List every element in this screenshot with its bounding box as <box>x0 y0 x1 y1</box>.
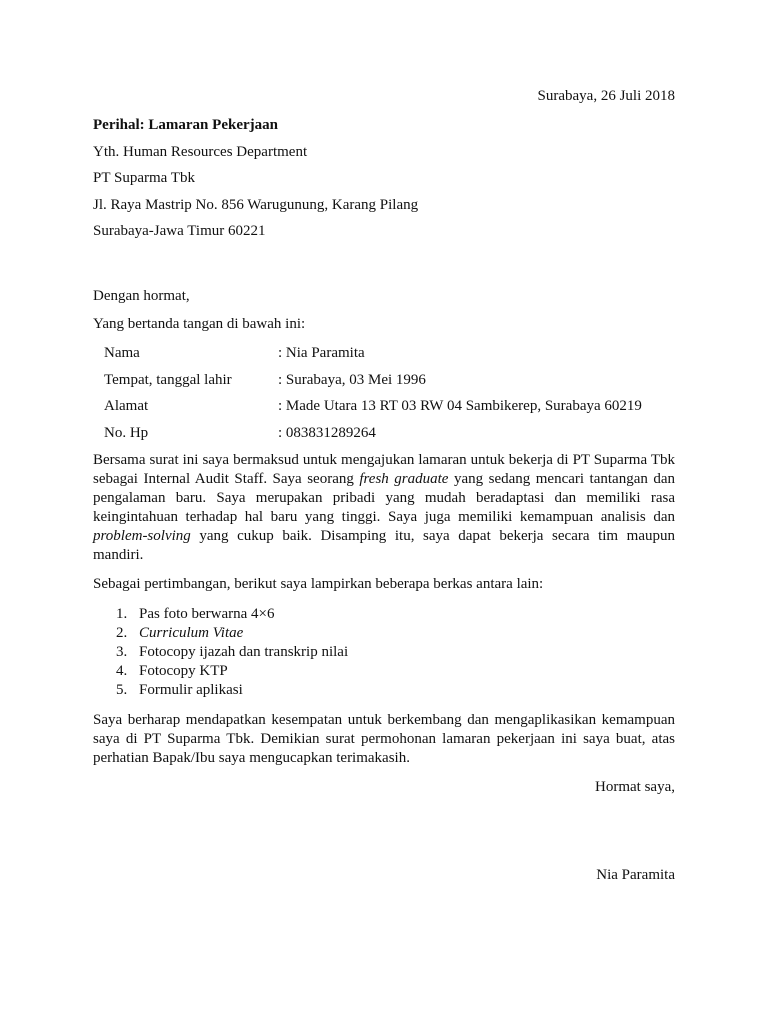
sign-off: Hormat saya, <box>595 779 675 795</box>
identity-row <box>104 397 704 416</box>
list-number: 5. <box>116 682 128 698</box>
recipient-line-4: Surabaya-Jawa Timur 60221 <box>93 223 266 239</box>
subject-line: Perihal: Lamaran Pekerjaan <box>93 117 278 133</box>
greeting: Dengan hormat, <box>93 288 190 304</box>
identity-value: : Nia Paramita <box>278 345 365 361</box>
list-number: 2. <box>116 625 128 641</box>
list-number: 4. <box>116 663 128 679</box>
identity-label: Nama <box>104 345 140 361</box>
body-text: yang sedang mencari tantangan dan pengalaman baru. Saya merupakan pribadi yang mudah beradaptasi dan memiliki rasa keingintahuan terhadap hal baru yang tinggi. Saya juga memiliki kemampuan analisis dan <box>93 471 676 525</box>
closing-paragraph: Saya berharap mendapatkan kesempatan untuk berkembang dan mengaplikasikan kemampuan saya di PT Suparma Tbk. Demikian surat permohonan lamaran pekerjaan ini saya buat, atas perhatian Bapak/Ibu saya mengucapkan terimakasih. <box>93 712 675 766</box>
recipient-line-2: PT Suparma Tbk <box>93 170 195 186</box>
identity-label: Tempat, tanggal lahir <box>104 372 232 388</box>
identity-value: : 083831289264 <box>278 425 376 441</box>
body-paragraph-1 <box>93 451 675 565</box>
signature-name: Nia Paramita <box>596 867 675 883</box>
place-date: Surabaya, 26 Juli 2018 <box>537 88 675 104</box>
list-text: Fotocopy KTP <box>139 663 228 679</box>
attachments-intro: Sebagai pertimbangan, berikut saya lampirkan beberapa berkas antara lain: <box>93 576 544 592</box>
list-text: Formulir aplikasi <box>139 682 243 698</box>
list-number: 1. <box>116 606 128 622</box>
identity-row <box>104 344 704 363</box>
body-text: Bersama surat ini saya bermaksud untuk mengajukan lamaran untuk bekerja di PT Suparma Tbk sebagai Internal Audit Staff. Saya seorang <box>93 452 675 487</box>
identity-value: : Surabaya, 03 Mei 1996 <box>278 372 426 388</box>
identity-label: Alamat <box>104 398 149 414</box>
list-text: Fotocopy ijazah dan transkrip nilai <box>139 644 349 660</box>
list-number: 3. <box>116 644 128 660</box>
identity-row <box>104 424 704 443</box>
list-text: Pas foto berwarna 4×6 <box>139 606 275 622</box>
body-emphasis: fresh graduate <box>359 471 449 487</box>
intro-line: Yang bertanda tangan di bawah ini: <box>93 316 306 332</box>
recipient-line-1: Yth. Human Resources Department <box>93 144 308 160</box>
identity-value: : Made Utara 13 RT 03 RW 04 Sambikerep, Surabaya 60219 <box>278 398 642 414</box>
recipient-line-3: Jl. Raya Mastrip No. 856 Warugunung, Karang Pilang <box>93 197 419 213</box>
body-text: yang cukup baik. Disamping itu, saya dapat bekerja secara tim maupun mandiri. <box>93 528 675 563</box>
body-emphasis: problem-solving <box>93 528 191 544</box>
identity-label: No. Hp <box>104 425 149 441</box>
list-text: Curriculum Vitae <box>139 625 244 641</box>
identity-row <box>104 371 704 390</box>
